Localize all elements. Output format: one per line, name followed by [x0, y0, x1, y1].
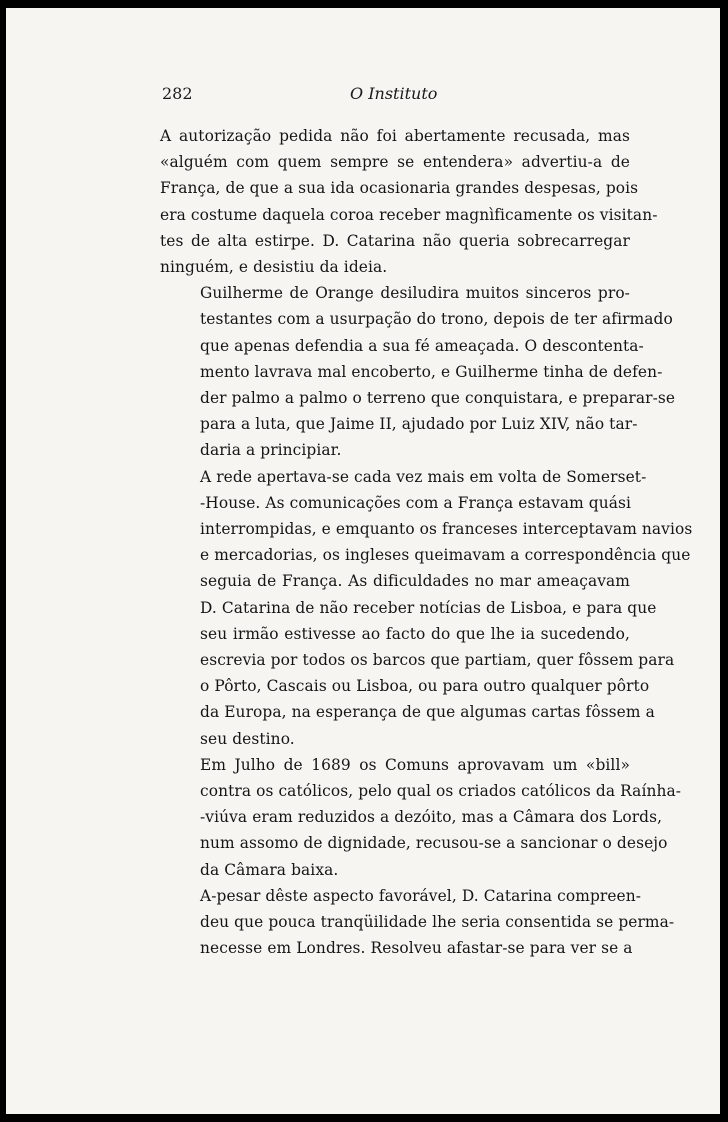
- text-line: D. Catarina de não receber notícias de Lisboa, e para que: [200, 598, 657, 617]
- body-text: [160, 123, 693, 962]
- text-line: o Pôrto, Cascais ou Lisboa, ou para outro qualquer pôrto: [200, 677, 650, 696]
- text-line: mento lavrava mal encoberto, e Guilherme tinha de defen-: [200, 362, 663, 381]
- text-line: França, de que a sua ida ocasionaria grandes despesas, pois: [160, 179, 639, 198]
- text-line: seguia de França. As dificuldades no mar ameaçavam: [200, 572, 630, 591]
- running-title: O Instituto: [350, 84, 438, 103]
- page-header: [6, 80, 720, 110]
- paragraph: [160, 883, 675, 962]
- text-line: ninguém, e desistiu da ideia.: [160, 258, 388, 277]
- text-line: da Câmara baixa.: [200, 860, 339, 879]
- text-line: A rede apertava-se cada vez mais em volta de Somerset-: [200, 467, 647, 486]
- book-page: [6, 8, 720, 1114]
- text-line: «alguém com quem sempre se entendera» advertiu-a de: [160, 153, 630, 172]
- text-line: num assomo de dignidade, recusou-se a sancionar o desejo: [200, 834, 668, 853]
- text-line: Guilherme de Orange desiludira muitos sinceros pro-: [200, 284, 630, 303]
- text-line: contra os católicos, pelo qual os criados católicos da Raínha-: [200, 782, 682, 801]
- text-line: seu irmão estivesse ao facto do que lhe ia sucedendo,: [200, 624, 630, 643]
- paragraph: [160, 752, 682, 883]
- text-line: der palmo a palmo o terreno que conquistara, e preparar-se: [200, 389, 676, 408]
- text-line: da Europa, na esperança de que algumas cartas fôssem a: [200, 703, 655, 722]
- text-line: seu destino.: [200, 729, 295, 748]
- text-line: e mercadorias, os ingleses queimavam a correspondência que: [200, 546, 691, 565]
- text-line: que apenas defendia a sua fé ameaçada. O descontenta-: [200, 336, 644, 355]
- text-line: daria a principiar.: [200, 441, 342, 460]
- text-line: para a luta, que Jaime II, ajudado por Luiz XIV, não tar-: [200, 415, 638, 434]
- text-line: tes de alta estirpe. D. Catarina não queria sobrecarregar: [160, 231, 630, 250]
- text-line: interrompidas, e emquanto os franceses interceptavam navios: [200, 520, 693, 539]
- text-line: deu que pouca tranqüilidade lhe seria consentida se perma-: [200, 913, 675, 932]
- text-line: A-pesar dêste aspecto favorável, D. Catarina compreen-: [200, 886, 642, 905]
- paragraph: [160, 123, 658, 280]
- page-number: 282: [162, 84, 193, 103]
- text-line: escrevia por todos os barcos que partiam, quer fôssem para: [200, 651, 675, 670]
- text-line: -House. As comunicações com a França estavam quási: [200, 493, 632, 512]
- text-line: A autorização pedida não foi abertamente recusada, mas: [160, 127, 630, 145]
- text-line: era costume daquela coroa receber magnìficamente os visitan-: [160, 205, 658, 224]
- paragraph: [160, 280, 676, 463]
- text-line: testantes com a usurpação do trono, depois de ter afirmado: [200, 310, 673, 329]
- paragraph: [160, 464, 693, 752]
- text-line: Em Julho de 1689 os Comuns aprovavam um «bill»: [200, 755, 630, 774]
- text-line: -viúva eram reduzidos a dezóito, mas a Câmara dos Lords,: [200, 808, 663, 827]
- text-line: necesse em Londres. Resolveu afastar-se para ver se a: [200, 939, 633, 958]
